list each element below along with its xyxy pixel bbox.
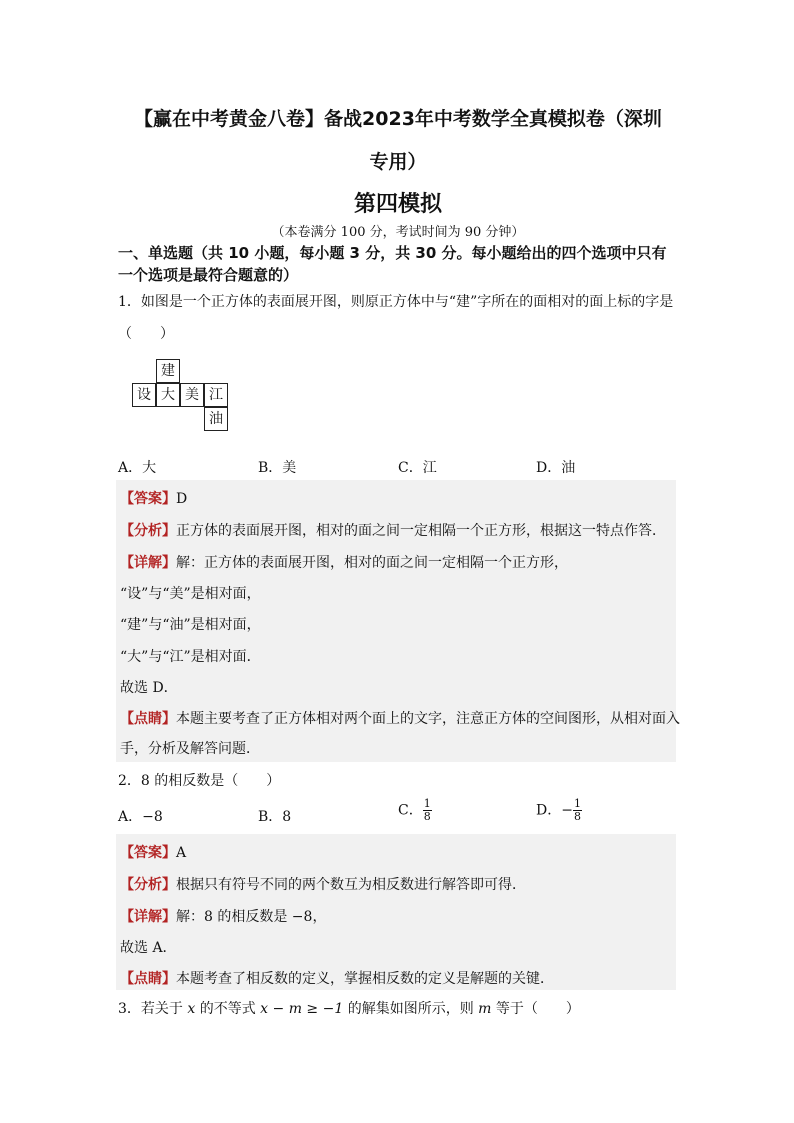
net-cell-you: 油: [204, 407, 228, 431]
q1-analysis-line: [120, 520, 666, 540]
q1-option-d: D．油: [536, 460, 576, 476]
q2-option-d-label: D．−: [536, 802, 573, 819]
net-cell-mei: 美: [180, 383, 204, 407]
q1-option-c: C．江: [398, 460, 437, 476]
analysis-tag: 【分析】: [120, 877, 176, 893]
answer-tag: 【答案】: [120, 491, 176, 507]
q2-option-c: [398, 798, 432, 823]
q2-comment-line: [120, 968, 554, 988]
q2-answer-line: [120, 842, 186, 862]
fraction-denominator: 8: [573, 810, 581, 823]
q1-analysis: 正方体的表面展开图，相对的面之间一定相隔一个正方形，根据这一特点作答．: [176, 523, 666, 539]
q1-option-b: B．美: [258, 460, 297, 476]
q2-detail: 解：8 的相反数是 −8，: [176, 909, 327, 925]
q2-option-d: [536, 798, 582, 823]
q1-detail-3: “建”与“油”是相对面，: [120, 617, 261, 633]
comment-tag: 【点睛】: [120, 711, 176, 727]
q1-stem-line2: （ ）: [118, 326, 174, 342]
page-title-line1: 【赢在中考黄金八卷】备战2023年中考数学全真模拟卷（深圳: [134, 108, 662, 130]
q3-stem-post: 的解集如图所示，则: [343, 1001, 479, 1017]
comment-tag: 【点睛】: [120, 971, 176, 987]
q1-comment-line: [120, 708, 680, 728]
q1-comment1: 本题主要考查了正方体相对两个面上的文字，注意正方体的空间图形，从相对面入: [176, 711, 680, 727]
analysis-tag: 【分析】: [120, 523, 176, 539]
q2-answer-block: [116, 834, 676, 990]
q1-detail-2: “设”与“美”是相对面，: [120, 586, 261, 602]
q1-detail-line: [120, 552, 568, 572]
q2-comment: 本题考查了相反数的定义，掌握相反数的定义是解题的关键．: [176, 971, 554, 987]
q1-stem-line1: 1．如图是一个正方体的表面展开图，则原正方体中与“建”字所在的面相对的面上标的字是: [118, 294, 674, 310]
q3-stem-pre: 3．若关于: [118, 1001, 188, 1017]
q2-answer: A: [176, 845, 187, 861]
net-cell-jian: 建: [156, 359, 180, 383]
q2-analysis-line: [120, 874, 526, 894]
q2-detail-line: [120, 906, 326, 926]
fraction-numerator: 1: [573, 797, 581, 810]
q3-var-m: m: [478, 1001, 492, 1017]
section-heading-line1: 一、单选题（共 10 小题，每小题 3 分，共 30 分。每小题给出的四个选项中只有: [118, 244, 667, 262]
net-cell-jiang: 江: [204, 383, 228, 407]
q1-detail-4: “大”与“江”是相对面．: [120, 649, 261, 665]
net-cell-she: 设: [132, 383, 156, 407]
q1-comment-line2: 手，分析及解答问题．: [120, 741, 260, 757]
detail-tag: 【详解】: [120, 909, 176, 925]
q1-answer-line: [120, 488, 187, 508]
exam-note: （本卷满分 100 分，考试时间为 90 分钟）: [271, 225, 525, 240]
q3-var-x: x: [187, 1001, 196, 1017]
fraction: [573, 798, 582, 823]
fraction: [423, 798, 432, 823]
page-subtitle: 第四模拟: [353, 192, 442, 217]
q3-stem-end: 等于（ ）: [491, 1001, 580, 1017]
q2-stem: 2．8 的相反数是（ ）: [118, 773, 281, 789]
q3-stem-mid: 的不等式: [195, 1001, 261, 1017]
q1-answer-block: [116, 480, 680, 762]
q2-option-a: A．−8: [118, 809, 163, 825]
q2-option-b: B．8: [258, 809, 292, 825]
detail-tag: 【详解】: [120, 555, 176, 571]
q2-analysis: 根据只有符号不同的两个数互为相反数进行解答即可得．: [176, 877, 526, 893]
fraction-numerator: 1: [423, 797, 431, 810]
section-heading-line2: 一个选项是最符合题意的）: [118, 266, 299, 284]
page-title-line2: 专用）: [369, 151, 427, 173]
q2-option-c-label: C．: [398, 802, 423, 819]
q2-detail-2: 故选 A．: [120, 940, 177, 956]
q1-option-a: A．大: [118, 460, 157, 476]
net-cell-da: 大: [156, 383, 180, 407]
answer-tag: 【答案】: [120, 845, 176, 861]
q3-inequality: x − m ≥ −1: [260, 1001, 344, 1017]
q1-detail: 解：正方体的表面展开图，相对的面之间一定相隔一个正方形，: [176, 555, 568, 571]
q1-answer: D: [176, 491, 188, 507]
fraction-denominator: 8: [423, 810, 431, 823]
q3-stem: [118, 998, 580, 1018]
q1-detail-5: 故选 D．: [120, 680, 178, 696]
